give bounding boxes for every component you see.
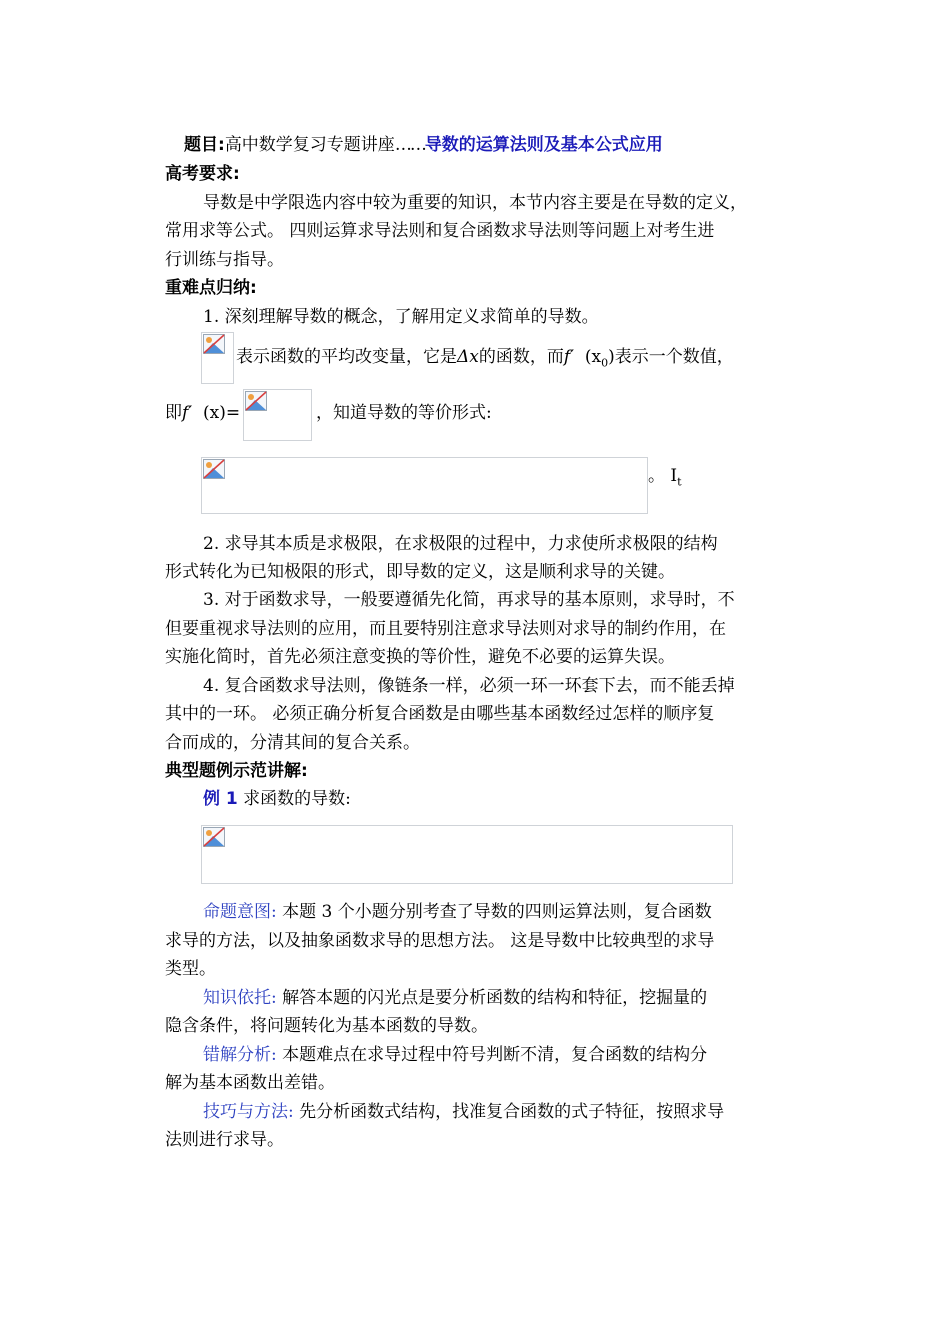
intent-line-1: 命题意图: 本题 3 个小题分别考查了导数的四则运算法则，复合函数 (203, 902, 712, 922)
point-4-line-3: 合而成的，分清其间的复合关系。 (165, 733, 420, 753)
title-prefix: 高中数学复习专题讲座 (224, 135, 395, 155)
intent-line-2: 求导的方法，以及抽象函数求导的思想方法。 这是导数中比较典型的求导 (165, 931, 715, 951)
knowledge-label: 知识依托: (203, 988, 277, 1008)
knowledge-line-2: 隐含条件，将问题转化为基本函数的导数。 (165, 1016, 488, 1036)
example-1-text: 求函数的导数: (243, 789, 351, 809)
point-3-line-3: 实施化简时，首先必须注意变换的等价性，避免不必要的运算失误。 (165, 647, 675, 667)
requirements-line-2: 常用求等公式。 四则运算求导法则和复合函数求导法则等问题上对考生进 (165, 221, 715, 241)
point-1-line-3a: 即f′ (x)= (165, 403, 241, 423)
point-4-line-1: 4. 复合函数求导法则，像链条一样，必须一环一环套下去，而不能丢掉 (203, 676, 735, 696)
example-1 (203, 787, 351, 811)
intent-label: 命题意图: (203, 902, 277, 922)
title-dots: …… (394, 135, 425, 155)
method-line-1: 技巧与方法: 先分析函数式结构，找准复合函数的式子特征，按照求导 (203, 1102, 725, 1122)
examples-heading: 典型题例示范讲解: (165, 761, 308, 781)
requirements-line-1: 导数是中学限选内容中较为重要的知识，本节内容主要是在导数的定义， (203, 193, 747, 213)
broken-image-icon (203, 334, 225, 354)
point-3-line-1: 3. 对于函数求导，一般要遵循先化简，再求导的基本原则，求导时，不 (203, 590, 735, 610)
point-2-line-2: 形式转化为已知极限的形式，即导数的定义，这是顺利求导的关键。 (165, 562, 675, 582)
requirements-heading: 高考要求: (165, 164, 240, 184)
error-label: 错解分析: (203, 1045, 277, 1065)
broken-image-icon (245, 391, 267, 411)
knowledge-line-1: 知识依托: 解答本题的闪光点是要分析函数的结构和特征，挖掘量的 (203, 988, 708, 1008)
title-topic: 导数的运算法则及基本公式应用 (424, 135, 663, 155)
point-1-line-4-tail: 。 $I_t$ (648, 466, 682, 489)
formula-image-3 (201, 457, 648, 514)
example-1-label: 例 1 (203, 789, 238, 809)
title-label: 题目: (184, 135, 225, 155)
error-line-1: 错解分析: 本题难点在求导过程中符号判断不清，复合函数的结构分 (203, 1045, 708, 1065)
point-1-line-2: 表示函数的平均改变量，它是Δx的函数，而f′ $(x_0)$表示一个数值， (236, 347, 734, 370)
method-label: 技巧与方法: (203, 1102, 294, 1122)
key-points-heading: 重难点归纳: (165, 278, 257, 298)
point-2-line-1: 2. 求导其本质是求极限，在求极限的过程中，力求使所求极限的结构 (203, 534, 718, 554)
point-4-line-2: 其中的一环。 必须正确分析复合函数是由哪些基本函数经过怎样的顺序复 (165, 704, 715, 724)
formula-image-1 (201, 332, 234, 384)
point-1: 1. 深刻理解导数的概念，了解用定义求简单的导数。 (203, 307, 599, 327)
intent-line-3: 类型。 (165, 959, 216, 979)
error-line-2: 解为基本函数出差错。 (165, 1073, 335, 1093)
broken-image-icon (203, 459, 225, 479)
formula-image-2 (243, 389, 312, 441)
broken-image-icon (203, 827, 225, 847)
requirements-line-3: 行训练与指导。 (165, 250, 284, 270)
point-1-line-3b: ，知道导数的等价形式: (316, 403, 492, 423)
method-line-2: 法则进行求导。 (165, 1130, 284, 1150)
point-3-line-2: 但要重视求导法则的应用，而且要特别注意求导法则对求导的制约作用，在 (165, 619, 726, 639)
page-title (184, 133, 663, 157)
formula-image-4 (201, 825, 733, 884)
